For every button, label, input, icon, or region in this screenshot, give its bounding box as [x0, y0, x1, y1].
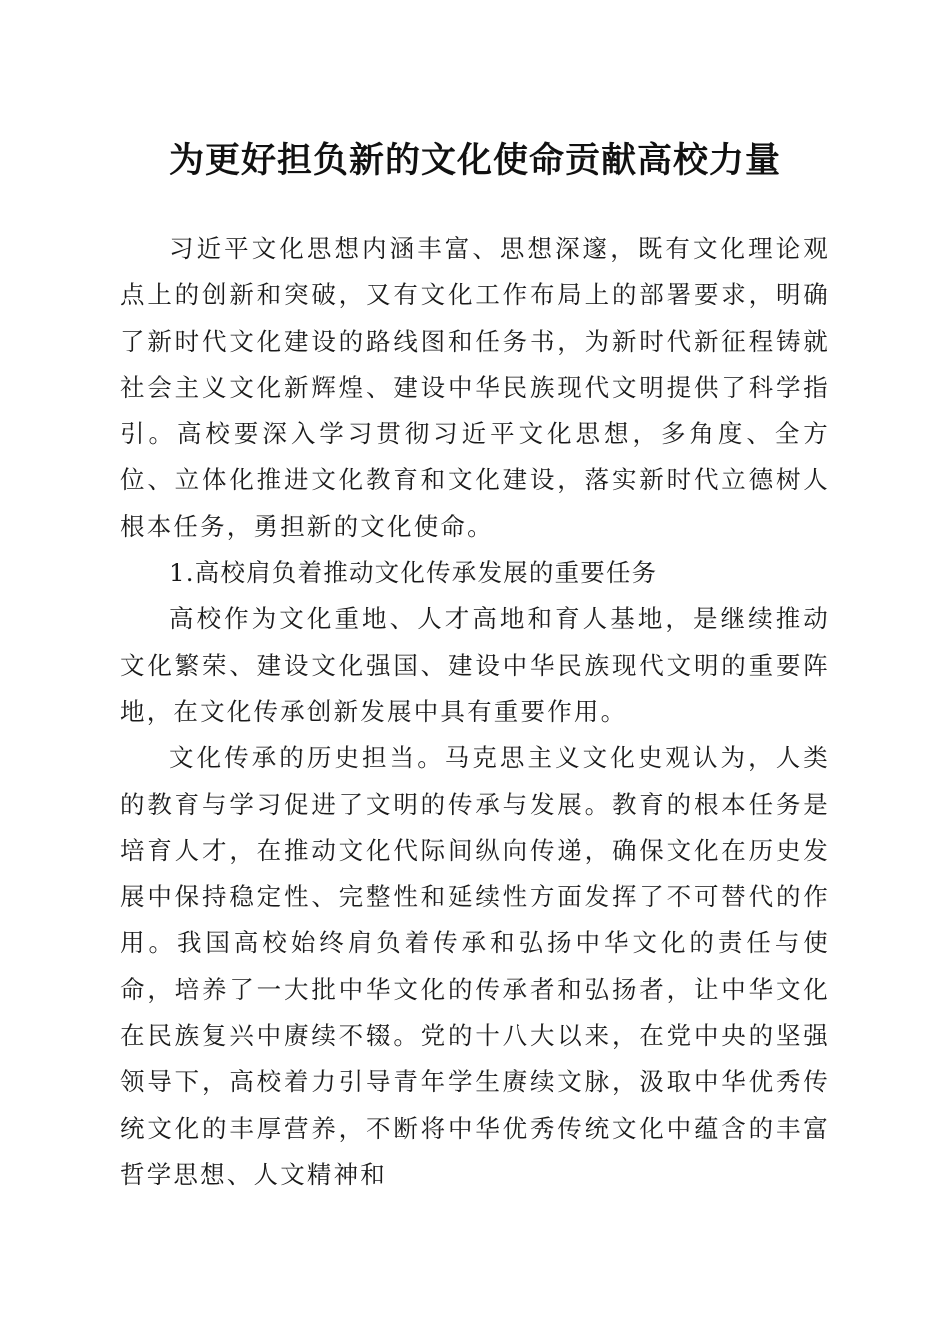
paragraph-intro: 习近平文化思想内涵丰富、思想深邃，既有文化理论观点上的创新和突破，又有文化工作布局上的部署要求，明确了新时代文化建设的路线图和任务书，为新时代新征程铸就社会主义文化新辉煌、建设中华民族现代文明提供了科学指引。高校要深入学习贯彻习近平文化思想，多角度、全方位、立体化推进文化教育和文化建设，落实新时代立德树人根本任务，勇担新的文化使命。 [120, 234, 830, 541]
document-body [120, 226, 830, 1198]
paragraph-universities-role: 高校作为文化重地、人才高地和育人基地，是继续推动文化繁荣、建设文化强国、建设中华民族现代文明的重要阵地，在文化传承创新发展中具有重要作用。 [120, 604, 830, 726]
section-heading-1: 1.高校肩负着推动文化传承发展的重要任务 [169, 558, 658, 588]
document-title: 为更好担负新的文化使命贡献高校力量 [168, 140, 781, 181]
paragraph-cultural-heritage: 文化传承的历史担当。马克思主义文化史观认为，人类的教育与学习促进了文明的传承与发展。教育的根本任务是培育人才，在推动文化代际间纵向传递，确保文化在历史发展中保持稳定性、完整性和延续性方面发挥了不可替代的作用。我国高校始终肩负着传承和弘扬中华文化的责任与使命，培养了一大批中华文化的传承者和弘扬者，让中华文化在民族复兴中赓续不辍。党的十八大以来，在党中央的坚强领导下，高校着力引导青年学生赓续文脉，汲取中华优秀传统文化的丰厚营养，不断将中华优秀传统文化中蕴含的丰富哲学思想、人文精神和 [120, 743, 830, 1189]
